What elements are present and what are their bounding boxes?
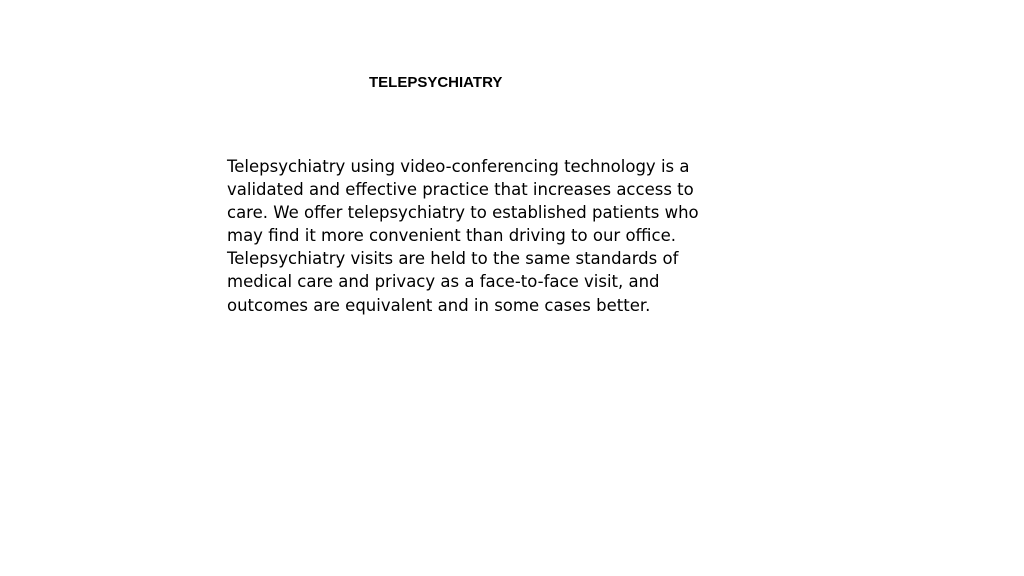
body-paragraph [227,155,727,317]
paragraph-line: may find it more convenient than driving to our office. [227,226,676,246]
paragraph-line: validated and effective practice that increases access to [227,180,694,200]
paragraph-line: care. We offer telepsychiatry to established patients who [227,203,699,223]
paragraph-line: outcomes are equivalent and in some cases better. [227,295,651,315]
paragraph-line: Telepsychiatry using video-conferencing technology is a [227,157,690,176]
paragraph-line: Telepsychiatry visits are held to the same standards of [227,249,679,269]
paragraph-line: medical care and privacy as a face-to-face visit, and [227,272,660,292]
page-title: TELEPSYCHIATRY [369,74,503,91]
